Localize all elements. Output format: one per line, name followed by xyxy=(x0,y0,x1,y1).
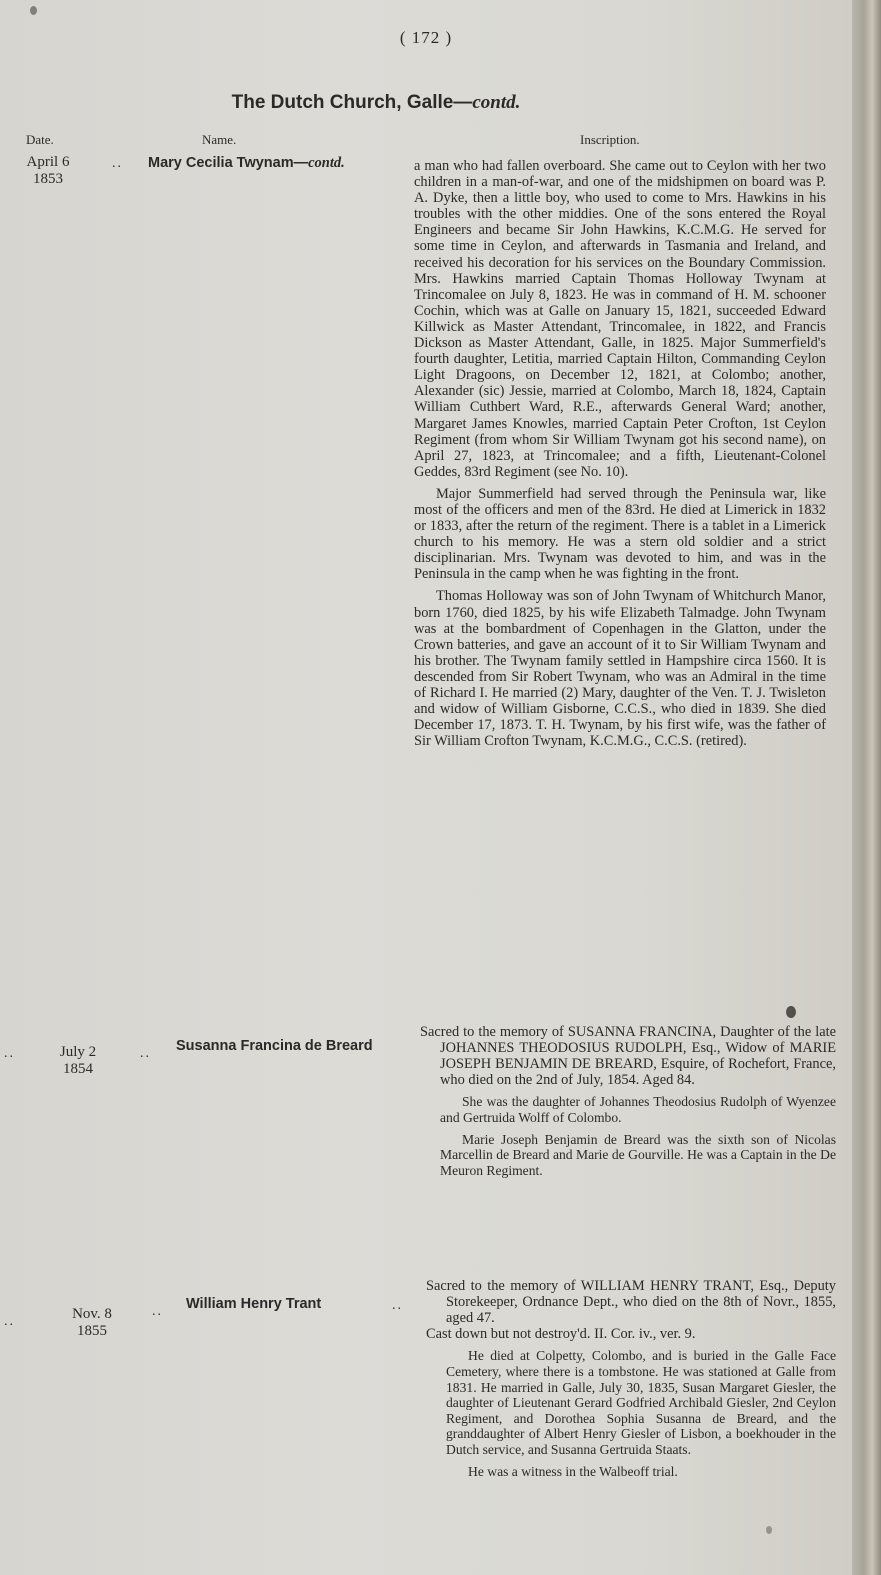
entry-date-year: 1853 xyxy=(33,171,63,187)
leader-dots: .. xyxy=(4,1314,15,1329)
ink-blot xyxy=(786,1006,796,1018)
entry-date-year: 1855 xyxy=(77,1323,107,1339)
book-page-edge xyxy=(852,0,881,1575)
entry-inscription xyxy=(414,158,826,749)
inscription-paragraph: Major Summerfield had served through the Peninsula war, like most of the officers and men of the 83rd. He died at Limerick in 1832 or 1833, after the return of the regiment. There is a tablet in a Limerick church to his memory. He was a stern old soldier and a strict disciplinarian. Mrs. Twynam was devoted to him, and was in the Peninsula in the camp when he was fighting in the front. xyxy=(414,485,826,583)
leader-dots: .. xyxy=(140,1046,151,1061)
column-header-name: Name. xyxy=(202,132,237,147)
entry-date-year: 1854 xyxy=(63,1061,93,1077)
leader-dots: .. xyxy=(152,1304,163,1319)
entry-name-contd: contd. xyxy=(308,155,345,171)
entry-name xyxy=(148,155,345,172)
entry-date-day: Nov. 8 xyxy=(72,1306,112,1322)
page-title: The Dutch Church, Galle—contd. xyxy=(231,92,521,113)
leader-dots: .. xyxy=(392,1298,403,1313)
entry-name: Susanna Francina de Breard xyxy=(176,1038,373,1054)
inscription-paragraph: He was a witness in the Walbeoff trial. xyxy=(468,1463,678,1479)
column-header-inscription: Inscription. xyxy=(580,132,640,147)
entry-inscription xyxy=(420,1024,836,1178)
entry-date xyxy=(38,1044,118,1078)
page-number: ( 172 ) xyxy=(399,28,453,47)
entry-date-day: July 2 xyxy=(59,1044,97,1060)
leader-dots: .. xyxy=(4,1046,15,1061)
column-header-date: Date. xyxy=(26,132,54,147)
inscription-paragraph: a man who had fallen overboard. She came out to Ceylon with her two children in a man-of-war, and one of the midshipmen on board was P. A. Dyke, then a little boy, who used to come to Mrs. Hawkins in his troubles with the other middies. One of the sons entered the Royal Engineers and became Sir John Hawkins, K.C.M.G. He served for some time in Ceylon, and afterwards in Tasmania and Ireland, and received his decoration for his services on the Boundary Commission. Mrs. Hawkins married Captain Thomas Holloway Twynam at Trincomalee on July 8, 1823. He was in command of H. M. schooner Cochin, which was at Galle on January 15, 1821, succeeded Edward Killwick as Master Attendant, Trincomalee, in 1822, and Francis Dickson as Master Attendant, Galle, in 1825. Major Summerfield's fourth daughter, Letitia, married Captain Hilton, Commanding Ceylon Light Dragoons, on December 12, 1821, at Colombo; another, Alexander (sic) Jessie, married at Colombo, March 18, 1824, Captain William Cuthbert Ward, R.E., afterwards General Ward; another, Margaret James Knowles, married Captain Peter Crofton, 1st Ceylon Regiment (from whom Sir William Twynam got his second name), on April 27, 1823, at Trincomalee; and a fifth, Lieutenant-Colonel Geddes, 83rd Regiment (see No. 10). xyxy=(414,158,826,480)
inscription-paragraph: Marie Joseph Benjamin de Breard was the sixth son of Nicolas Marcellin de Breard and Marie de Gourville. He was a Captain in the De Meuron Regiment. xyxy=(440,1131,836,1178)
entry-date xyxy=(52,1306,132,1340)
inscription-paragraph: Thomas Holloway was son of John Twynam of Whitchurch Manor, born 1760, died 1825, by his wife Elizabeth Talmadge. John Twynam was at the bombardment of Copenhagen in the Glatton, under the Crown batteries, and gave an account of it to Sir William Twynam and his brother. The Twynam family settled in Hampshire circa 1560. It is descended from Sir Robert Twynam, who was an Admiral in the time of Richard I. He married (2) Mary, daughter of the Ven. T. J. Twisleton and widow of William Gisborne, C.C.S., who died in 1839. She died December 17, 1873. T. H. Twynam, by his first wife, was the father of Sir William Crofton Twynam, K.C.M.G., C.C.S. (retired). xyxy=(414,588,826,750)
entry-date xyxy=(8,154,88,188)
inscription-paragraph: He died at Colpetty, Colombo, and is buried in the Galle Face Cemetery, where there is a tombstone. He was stationed at Galle from 1831. He married in Galle, July 30, 1835, Susan Margaret Giesler, the daughter of Lieutenant Gerard Godfried Archibald Giesler, 2nd Ceylon Regiment, and Dorothea Sophia Susanna de Breard, and the granddaughter of Albert Henry Giesler of Lisbon, a boekhouder in the Dutch service, and Susanna Gertruida Staats. xyxy=(446,1348,836,1457)
paper-speck xyxy=(766,1526,772,1534)
entry-date-day: April 6 xyxy=(26,154,70,170)
entry-name-text: Mary Cecilia Twynam— xyxy=(148,155,309,171)
inscription-paragraph: Cast down but not destroy'd. II. Cor. iv., ver. 9. xyxy=(426,1326,696,1343)
inscription-paragraph: Sacred to the memory of WILLIAM HENRY TRANT, Esq., Deputy Storekeeper, Ordnance Dept., who died on the 8th of Novr., 1855, aged 47. xyxy=(426,1278,836,1327)
title-contd: contd. xyxy=(472,92,521,113)
entry-inscription xyxy=(426,1278,836,1479)
paper-speck xyxy=(30,6,37,15)
leader-dots: .. xyxy=(112,156,123,171)
title-text: The Dutch Church, Galle xyxy=(231,92,454,113)
entry-name: William Henry Trant xyxy=(186,1296,322,1312)
inscription-paragraph: She was the daughter of Johannes Theodosius Rudolph of Wyenzee and Gertruida Wolff of Colombo. xyxy=(440,1094,836,1125)
inscription-paragraph: Sacred to the memory of SUSANNA FRANCINA, Daughter of the late JOHANNES THEODOSIUS RUDOLPH, Esq., Widow of MARIE JOSEPH BENJAMIN DE BREARD, Esquire, of Rochefort, France, who died on the 2nd of July, 1854. Aged 84. xyxy=(420,1024,836,1089)
